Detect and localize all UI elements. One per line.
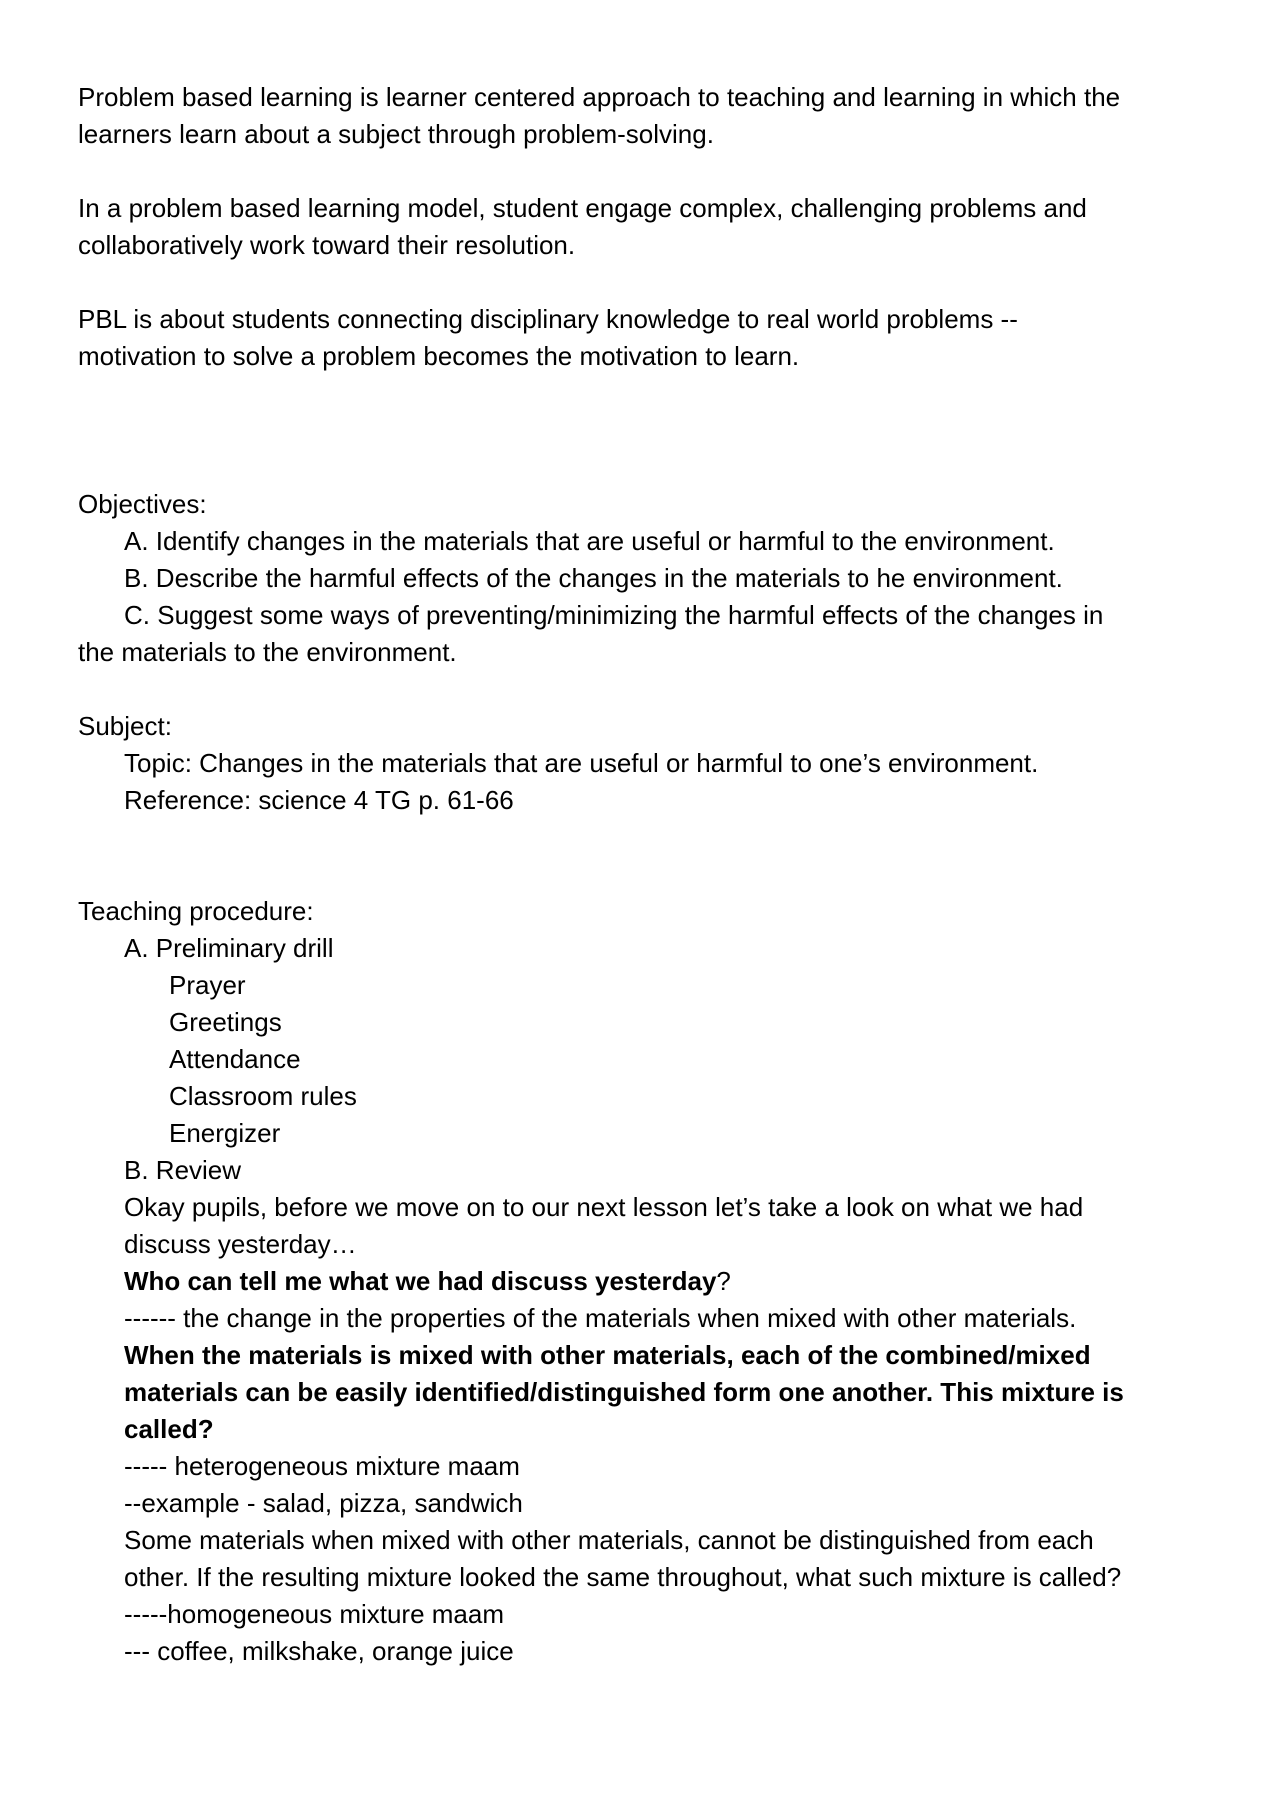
question-2-line-3: called? — [124, 1414, 214, 1444]
question-3-line-2: other. If the resulting mixture looked the same throughout, what such mixture is called? — [124, 1562, 1122, 1592]
drill-item: Classroom rules — [169, 1081, 357, 1111]
subject-heading: Subject: — [78, 711, 172, 741]
question-2-line-1: When the materials is mixed with other materials, each of the combined/mixed — [124, 1340, 1091, 1370]
intro-paragraph-2-line-1: In a problem based learning model, student engage complex, challenging problems and — [78, 193, 1087, 223]
drill-item: Greetings — [169, 1007, 282, 1037]
review-intro-line-2: discuss yesterday… — [124, 1229, 357, 1259]
drill-item: Prayer — [169, 970, 246, 1000]
objective-a: A. Identify changes in the materials that are useful or harmful to the environment. — [124, 526, 1055, 556]
objective-b: B. Describe the harmful effects of the changes in the materials to he environment. — [124, 563, 1063, 593]
intro-paragraph-1-line-2: learners learn about a subject through problem-solving. — [78, 119, 714, 149]
subject-topic: Topic: Changes in the materials that are useful or harmful to one’s environment. — [124, 748, 1039, 778]
answer-2-example: --example - salad, pizza, sandwich — [124, 1488, 523, 1518]
answer-3: -----homogeneous mixture maam — [124, 1599, 505, 1629]
question-3-line-1: Some materials when mixed with other materials, cannot be distinguished from each — [124, 1525, 1094, 1555]
answer-1: ------ the change in the properties of the materials when mixed with other materials. — [124, 1303, 1077, 1333]
intro-paragraph-1-line-1: Problem based learning is learner centered approach to teaching and learning in which the — [78, 82, 1121, 112]
drill-item: Attendance — [169, 1044, 301, 1074]
review-heading: B. Review — [124, 1155, 242, 1185]
objective-c-line-2: the materials to the environment. — [78, 637, 457, 667]
question-1-mark: ? — [716, 1266, 731, 1296]
drill-heading: A. Preliminary drill — [124, 933, 334, 963]
answer-3-example: --- coffee, milkshake, orange juice — [124, 1636, 514, 1666]
intro-paragraph-3-line-1: PBL is about students connecting disciplinary knowledge to real world problems -- — [78, 304, 1018, 334]
review-intro-line-1: Okay pupils, before we move on to our next lesson let’s take a look on what we had — [124, 1192, 1084, 1222]
objective-c-line-1: C. Suggest some ways of preventing/minimizing the harmful effects of the changes in — [124, 600, 1104, 630]
drill-item: Energizer — [169, 1118, 281, 1148]
procedure-heading: Teaching procedure: — [78, 896, 314, 926]
question-1 — [124, 1263, 731, 1300]
intro-paragraph-2-line-2: collaboratively work toward their resolution. — [78, 230, 576, 260]
question-1-text: Who can tell me what we had discuss yesterday — [124, 1266, 717, 1296]
objectives-heading: Objectives: — [78, 489, 207, 519]
answer-2: ----- heterogeneous mixture maam — [124, 1451, 520, 1481]
question-2-line-2: materials can be easily identified/distinguished form one another. This mixture is — [124, 1377, 1124, 1407]
subject-reference: Reference: science 4 TG p. 61-66 — [124, 785, 514, 815]
intro-paragraph-3-line-2: motivation to solve a problem becomes the motivation to learn. — [78, 341, 800, 371]
